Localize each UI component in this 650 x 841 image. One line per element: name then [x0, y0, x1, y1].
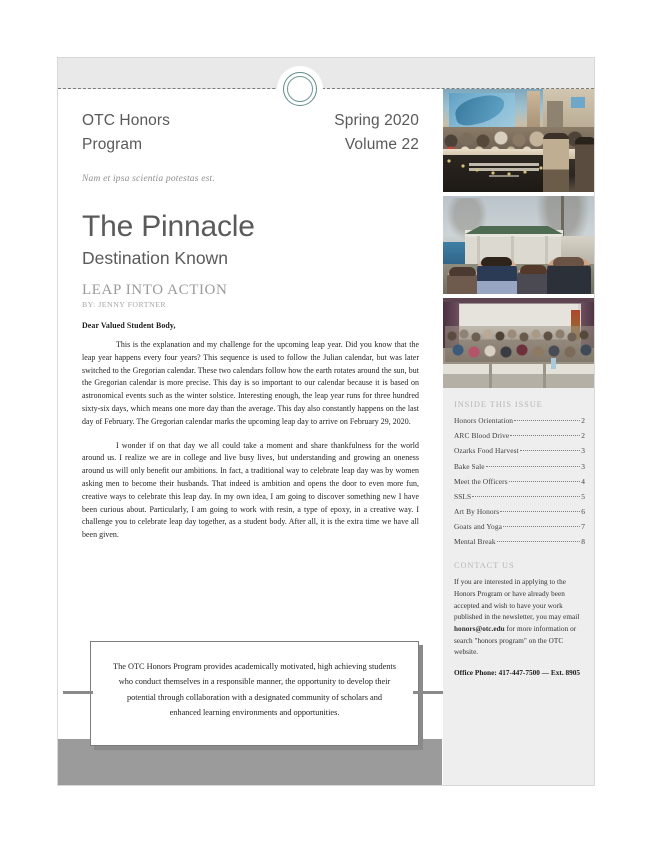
main-column: [58, 89, 443, 785]
table-of-contents: [454, 417, 585, 547]
title-block: [58, 184, 443, 269]
mission-text: The OTC Honors Program provides academically motivated, high achieving students who conduct themselves in a responsible manner, the opportunity to develop their potential through collaboration with a designated community of scholars and enhanced learning environments and opportunities.: [113, 662, 396, 718]
photo-person-foreground: [543, 133, 569, 192]
toc-label: Art By Honors: [454, 507, 500, 517]
article-paragraph-2: I wonder if on that day we all could take a moment and share thankfulness for the world around us. I realize we are in college and live busy lives, but understanding and growing an oneness around us will only benefit our ambitions. In fact, a traditional way to celebrate leap day was by women asking men to become their husbands. That indeed is ambition and opens the door to even more fun, creative ways to celebrate this leap day. In my own idea, I am going to discover something new I have been curious about. Particularly, I am going to work with resin, a type of epoxy, in a creative way. I challenge you to celebrate leap day together, as a student body. After all, it is the extra time we have all been given.: [82, 440, 419, 540]
toc-page-number: 6: [581, 507, 585, 517]
toc-page-number: 2: [581, 431, 585, 441]
organization-line-1: OTC Honors: [82, 112, 170, 129]
organization-line-2: Program: [82, 136, 143, 154]
toc-label: ARC Blood Drive: [454, 431, 510, 441]
toc-page-number: 4: [581, 476, 585, 486]
toc-entry[interactable]: [454, 508, 585, 517]
contact-heading: CONTACT US: [454, 561, 515, 571]
contact-email[interactable]: honors@otc.edu: [454, 624, 505, 633]
toc-page-number: 8: [581, 537, 585, 547]
toc-leader-dots: [510, 435, 580, 436]
group-of-students: [445, 326, 594, 362]
toc-leader-dots: [503, 526, 580, 527]
students-outdoors-photo: [443, 196, 595, 294]
toc-page-number: 2: [581, 416, 585, 425]
organization-name: [82, 109, 170, 157]
side-column: [443, 89, 595, 785]
toc-leader-dots: [497, 541, 581, 542]
article-salutation: Dear Valued Student Body,: [82, 321, 176, 331]
contact-phone: Office Phone: 417-447-7500 — Ext. 8905: [454, 667, 581, 677]
contact-text-part-2: for more information or search "honors program" on the OTC website.: [454, 624, 577, 657]
toc-label: Meet the Officers: [454, 476, 508, 486]
photo-person-right: [575, 137, 595, 192]
toc-label: SSLS: [454, 491, 472, 501]
toc-leader-dots: [472, 496, 580, 497]
mission-rule-right: [413, 691, 443, 694]
student-4-hair: [553, 257, 584, 266]
toc-page-number: 7: [581, 522, 585, 532]
header-band: [58, 58, 594, 89]
newsletter-page: [57, 57, 595, 786]
student-3-hair: [520, 265, 547, 274]
toc-entry[interactable]: [454, 493, 585, 502]
article-headline: LEAP INTO ACTION: [82, 281, 228, 298]
toc-heading: INSIDE THIS ISSUE: [454, 400, 543, 409]
article-byline: BY: JENNY FORTNER: [82, 300, 167, 310]
toc-entry[interactable]: [454, 478, 585, 487]
mission-statement: [82, 641, 419, 746]
toc-label: Goats and Yoga: [454, 522, 503, 532]
toc-entry[interactable]: [454, 447, 585, 456]
toc-leader-dots: [514, 420, 580, 421]
toc-leader-dots: [486, 466, 581, 467]
toc-label: Honors Orientation: [454, 416, 514, 425]
mission-rule-left: [63, 691, 93, 694]
contact-text-part-1: If you are interested in applying to the Honors Program or have already been accepted and wish to have your work published in the newsletter, you may email: [454, 578, 580, 622]
bake-sale-photo: [443, 89, 595, 192]
toc-entry[interactable]: [454, 538, 585, 547]
toc-label: Ozarks Food Harvest: [454, 446, 519, 456]
circle-ornament-icon: [283, 72, 317, 106]
toc-page-number: 5: [581, 491, 585, 501]
issue-info: [334, 109, 419, 157]
toc-page-number: 3: [581, 461, 585, 471]
toc-leader-dots: [500, 511, 580, 512]
contact-body: [454, 577, 585, 659]
water-bottle: [551, 358, 556, 369]
publication-subtitle: Destination Known: [82, 247, 228, 268]
publication-title: The Pinnacle: [82, 210, 255, 244]
toc-entry[interactable]: [454, 432, 585, 441]
mission-box: [90, 641, 419, 746]
student-1-hair: [449, 267, 476, 276]
masthead: [58, 89, 443, 184]
toc-entry[interactable]: [454, 463, 585, 472]
student-2-hair: [481, 257, 512, 266]
table-gap-1: [489, 364, 492, 388]
toc-leader-dots: [520, 450, 580, 451]
toc-label: Mental Break: [454, 537, 496, 547]
table-gap-2: [543, 364, 546, 388]
toc-leader-dots: [509, 481, 581, 482]
issue-volume: Volume 22: [344, 136, 419, 154]
toc-entry[interactable]: [454, 523, 585, 532]
porch-post-3: [545, 236, 548, 267]
issue-season: Spring 2020: [334, 112, 419, 129]
wall-poster: [571, 97, 585, 108]
group-auditorium-photo: [443, 298, 595, 388]
sidebar-panel: [443, 388, 595, 785]
latin-tagline: Nam et ipsa scientia potestas est.: [82, 174, 215, 185]
auditorium-tables: [443, 364, 595, 388]
lead-article: [58, 269, 443, 542]
toc-page-number: 3: [581, 446, 585, 456]
circle-ornament-inner-ring: [287, 76, 313, 102]
toc-label: Bake Sale: [454, 461, 485, 471]
article-paragraph-1: This is the explanation and my challenge for the upcoming leap year. Did you know that the leap year happens every four years? This sequence is used to follow the Julian calendar, but was later switched to the Gregorian calendar. These two calendars follow how the earth rotates around the sun, but the Gregorian calendar is more precise. This day is so important to our calendar because it is based on astronomical events such as the winter solstice. Interesting enough, the leap year runs for three hundred sixty-six days, which means one more day than the average. This day also constantly happens on the last day of February. The Gregorian calendar marks the upcoming leap day to arrive on February 29, 2020.: [82, 340, 419, 426]
toc-entry[interactable]: [454, 417, 585, 426]
